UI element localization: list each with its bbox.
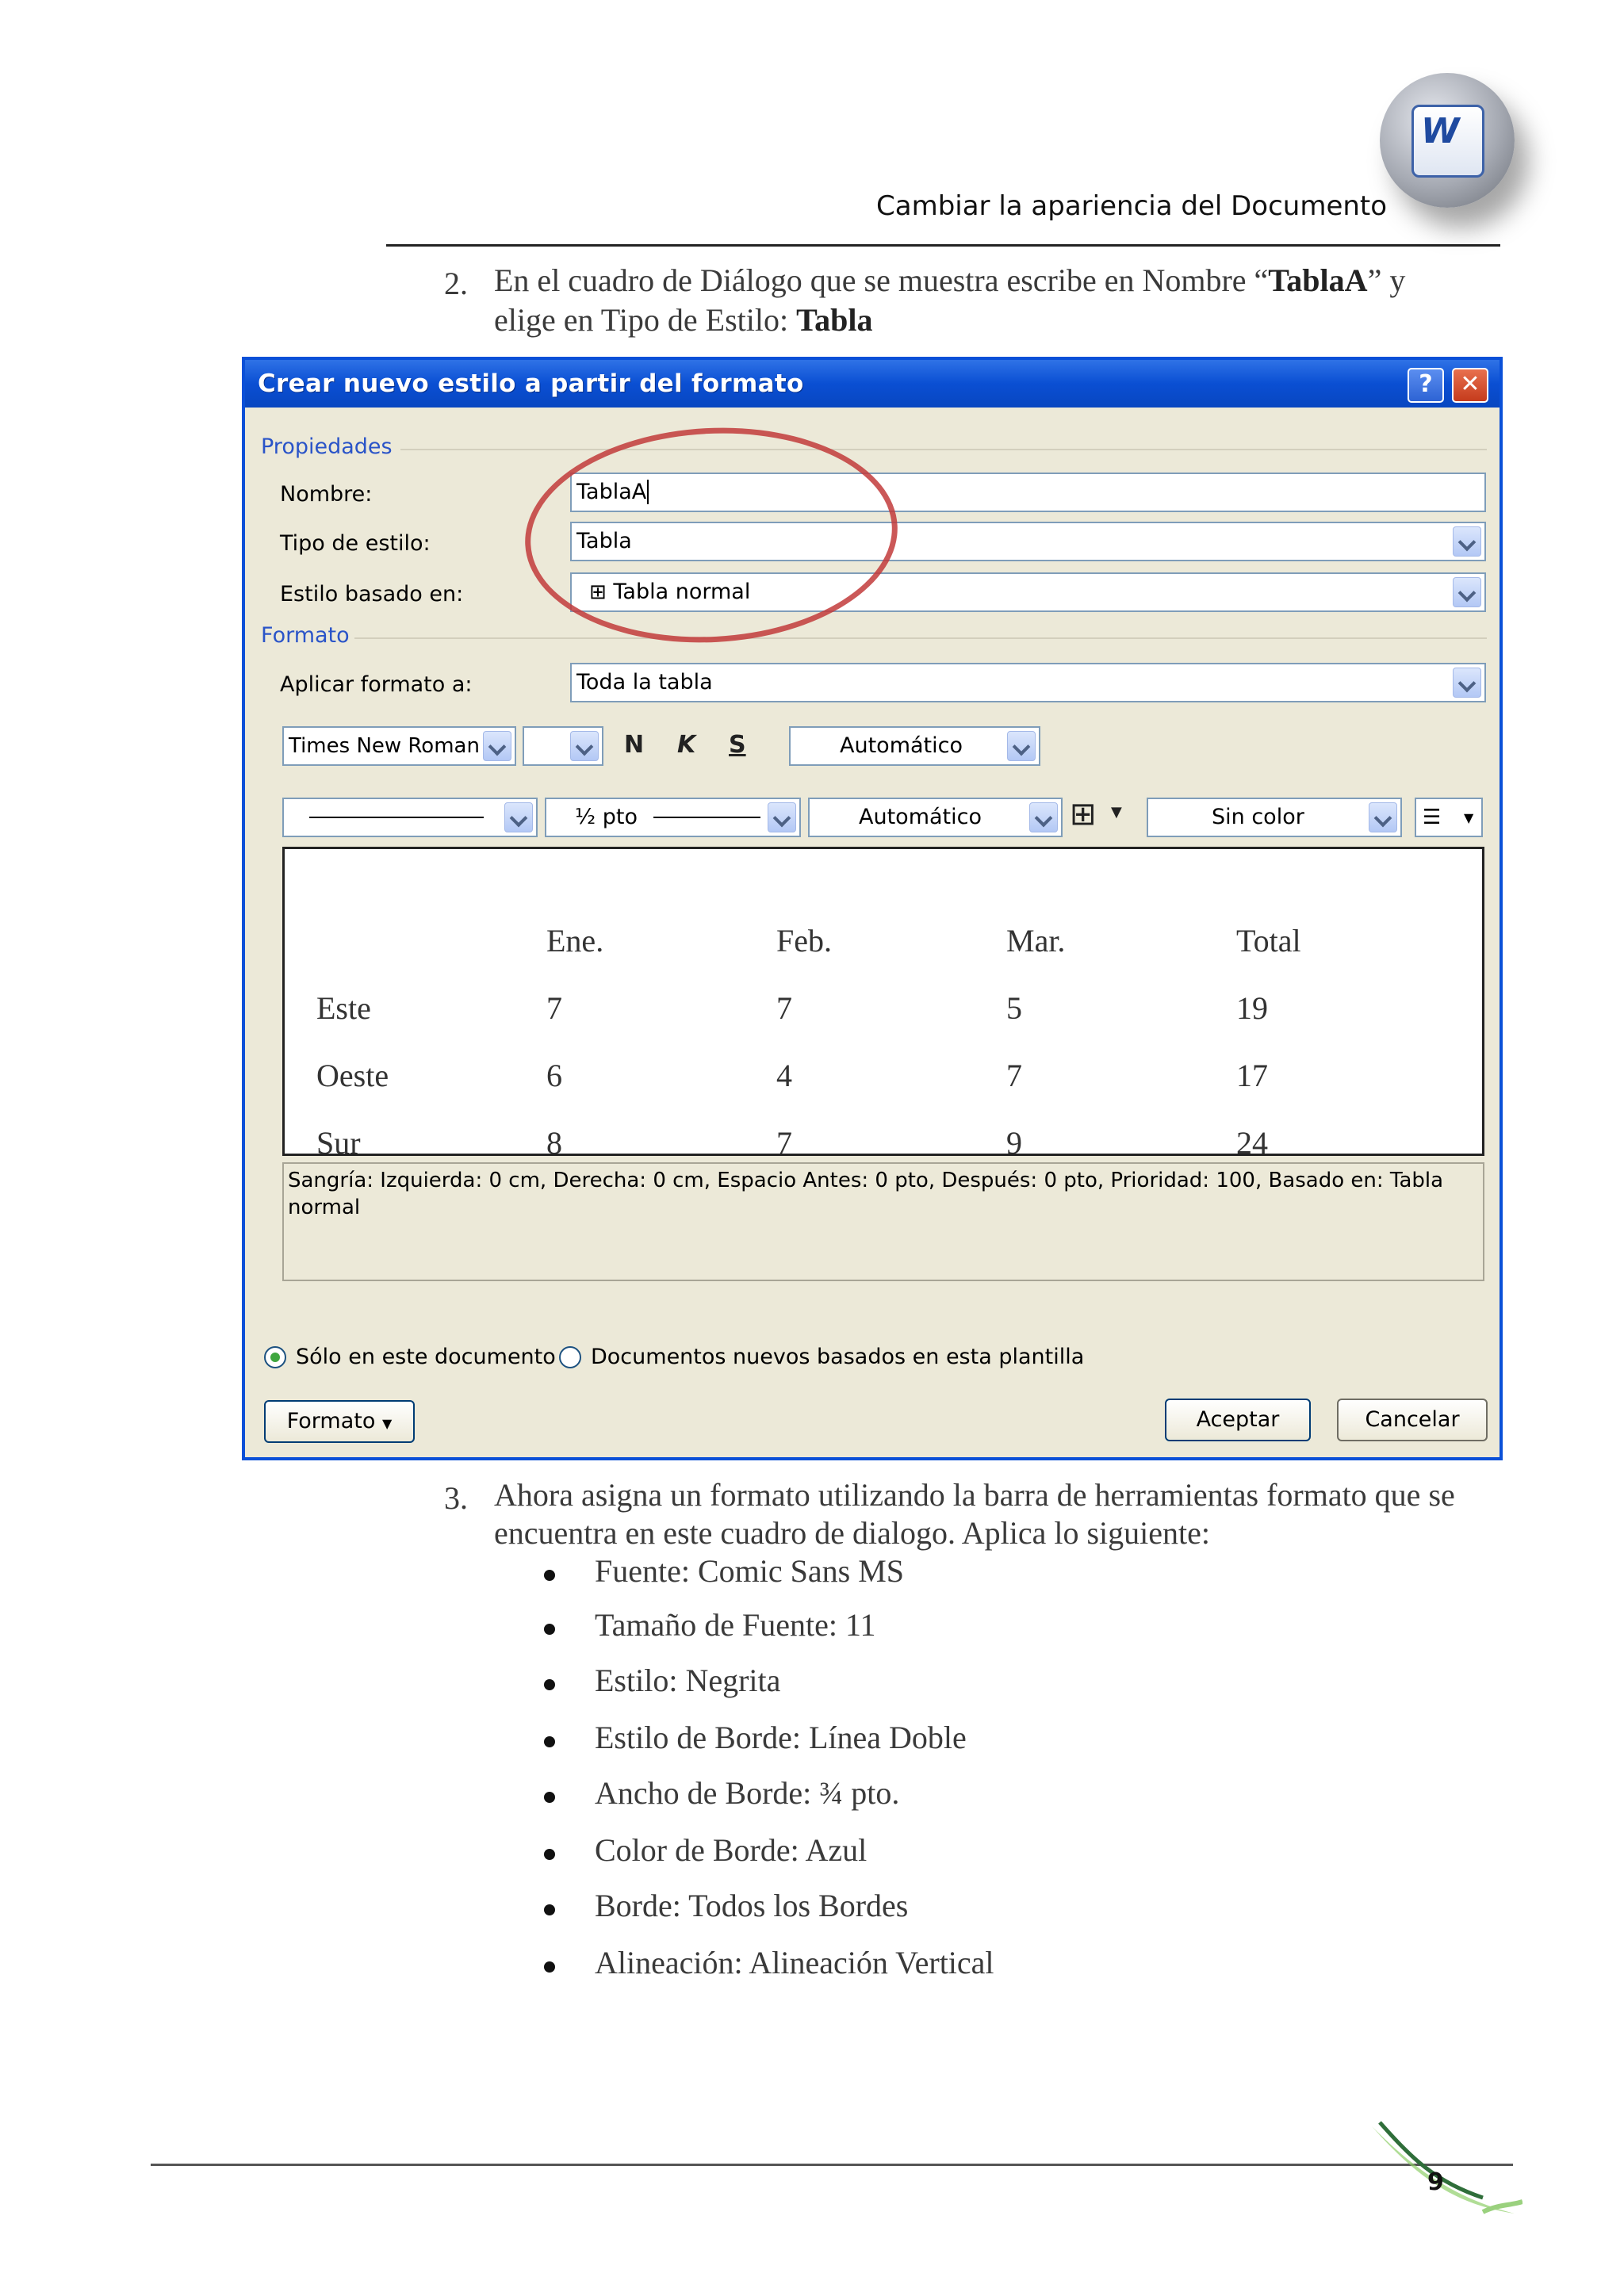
bullet-icon [544,1904,555,1915]
step-3-line-1: Ahora asigna un formato utilizando la barra de herramientas formato que se [494,1477,1455,1513]
based-on-label: Estilo basado en: [280,582,464,607]
preview-row-label: Oeste [316,1058,389,1093]
chevron-down-icon[interactable] [483,731,511,761]
step-2-number: 2. [444,266,468,301]
font-color-select[interactable]: Automático [789,726,1040,766]
radio-new-documents[interactable] [559,1346,581,1368]
cancel-button[interactable]: Cancelar [1337,1399,1488,1441]
section-properties: Propiedades [261,434,393,459]
shading-select[interactable]: Sin color [1147,798,1402,837]
borders-grid-icon[interactable]: ⊞ [1070,796,1097,832]
preview-cell: 8 [546,1125,562,1156]
step-3-number: 3. [444,1480,468,1516]
border-style-select[interactable] [282,798,538,837]
list-item: Alineación: Alineación Vertical [595,1945,994,1980]
chevron-down-icon[interactable] [1453,577,1481,607]
chevron-down-icon[interactable] [504,802,533,832]
chevron-down-icon[interactable] [1453,526,1481,557]
list-item: Borde: Todos los Bordes [595,1888,909,1923]
based-on-select[interactable]: ⊞ Tabla normal [570,572,1486,612]
bullet-icon [544,1961,555,1973]
bold-button[interactable]: N [624,731,645,759]
preview-header: Total [1236,923,1301,959]
step-2-line-2: elige en Tipo de Estilo: Tabla [494,302,873,338]
section-format: Formato [261,623,350,648]
preview-header: Ene. [546,923,604,959]
bullet-icon [544,1736,555,1747]
caret-down-icon: ▼ [381,1416,393,1431]
list-item: Tamaño de Fuente: 11 [595,1607,876,1643]
border-width-select[interactable]: ½ pto [545,798,801,837]
bullet-icon [544,1792,555,1803]
style-type-label: Tipo de estilo: [280,531,431,556]
preview-header: Feb. [776,923,832,959]
dialog-titlebar [245,360,1500,408]
bullet-icon [544,1624,555,1635]
preview-row-label: Este [316,990,371,1026]
apply-to-label: Aplicar formato a: [280,672,473,697]
line-style-icon [309,817,484,818]
table-icon: ⊞ [589,580,607,604]
radio-new-documents-label[interactable]: Documentos nuevos basados en esta plantilla [591,1345,1085,1369]
caret-down-icon: ▼ [1464,810,1474,825]
step-3-line-2: encuentra en este cuadro de dialogo. Aplica lo siguiente: [494,1515,1211,1551]
border-color-select[interactable]: Automático [808,798,1063,837]
preview-row-label: Sur [316,1125,361,1156]
section-divider [400,449,1487,450]
font-select[interactable]: Times New Roman [282,726,516,766]
list-item: Estilo: Negrita [595,1663,781,1698]
preview-cell: 7 [1006,1058,1022,1093]
chevron-down-icon[interactable] [768,802,796,832]
footer-rule [151,2164,1513,2166]
format-menu-button[interactable]: Formato ▼ [264,1400,415,1443]
preview-cell: 5 [1006,990,1022,1026]
header-rule [386,244,1500,247]
caret-down-icon[interactable]: ▼ [1111,804,1122,821]
preview-header: Mar. [1006,923,1066,959]
page-header-title: Cambiar la apariencia del Documento [876,190,1388,222]
style-type-select[interactable]: Tabla [570,522,1486,561]
step-2-line-1: En el cuadro de Diálogo que se muestra escribe en Nombre “TablaA” y [494,262,1406,298]
bullet-icon [544,1679,555,1690]
preview-cell: 9 [1006,1125,1022,1156]
list-item: Fuente: Comic Sans MS [595,1553,905,1589]
preview-cell: 17 [1236,1058,1268,1093]
list-item: Estilo de Borde: Línea Doble [595,1720,967,1755]
preview-cell: 7 [776,1125,792,1156]
section-divider [354,637,1487,639]
italic-button[interactable]: K [677,731,696,759]
underline-button[interactable]: S [729,731,746,759]
apply-to-select[interactable]: Toda la tabla [570,663,1486,702]
style-description: Sangría: Izquierda: 0 cm, Derecha: 0 cm, Espacio Antes: 0 pto, Después: 0 pto, Prioridad: 100, Basado en: Tabla normal [282,1162,1484,1281]
align-icon: ☰ [1423,806,1442,829]
help-button[interactable]: ? [1408,368,1444,403]
word-logo-icon: W [1380,73,1515,208]
alignment-button[interactable] [1415,798,1483,837]
preview-cell: 19 [1236,990,1268,1026]
preview-cell: 6 [546,1058,562,1093]
preview-cell: 24 [1236,1125,1268,1156]
ok-button[interactable]: Aceptar [1165,1399,1311,1441]
table-preview [282,847,1484,1156]
chevron-down-icon[interactable] [1029,802,1058,832]
radio-only-this-document-label[interactable]: Sólo en este documento [296,1345,556,1369]
list-item: Ancho de Borde: ¾ pto. [595,1775,900,1811]
page-number: 9 [1427,2168,1444,2196]
chevron-down-icon[interactable] [1453,668,1481,698]
chevron-down-icon[interactable] [1369,802,1397,832]
name-label: Nombre: [280,482,373,507]
chevron-down-icon[interactable] [570,731,599,761]
font-size-select[interactable] [523,726,603,766]
preview-cell: 4 [776,1058,792,1093]
create-style-dialog [242,357,1503,1460]
preview-cell: 7 [776,990,792,1026]
bullet-icon [544,1570,555,1581]
close-button[interactable]: ✕ [1452,368,1488,403]
line-width-icon [653,817,760,818]
bullet-icon [544,1849,555,1860]
preview-cell: 7 [546,990,562,1026]
chevron-down-icon[interactable] [1007,731,1036,761]
list-item: Color de Borde: Azul [595,1832,868,1868]
dialog-title: Crear nuevo estilo a partir del formato [258,369,804,398]
radio-only-this-document[interactable] [264,1346,286,1368]
name-field[interactable]: TablaA [570,473,1486,512]
